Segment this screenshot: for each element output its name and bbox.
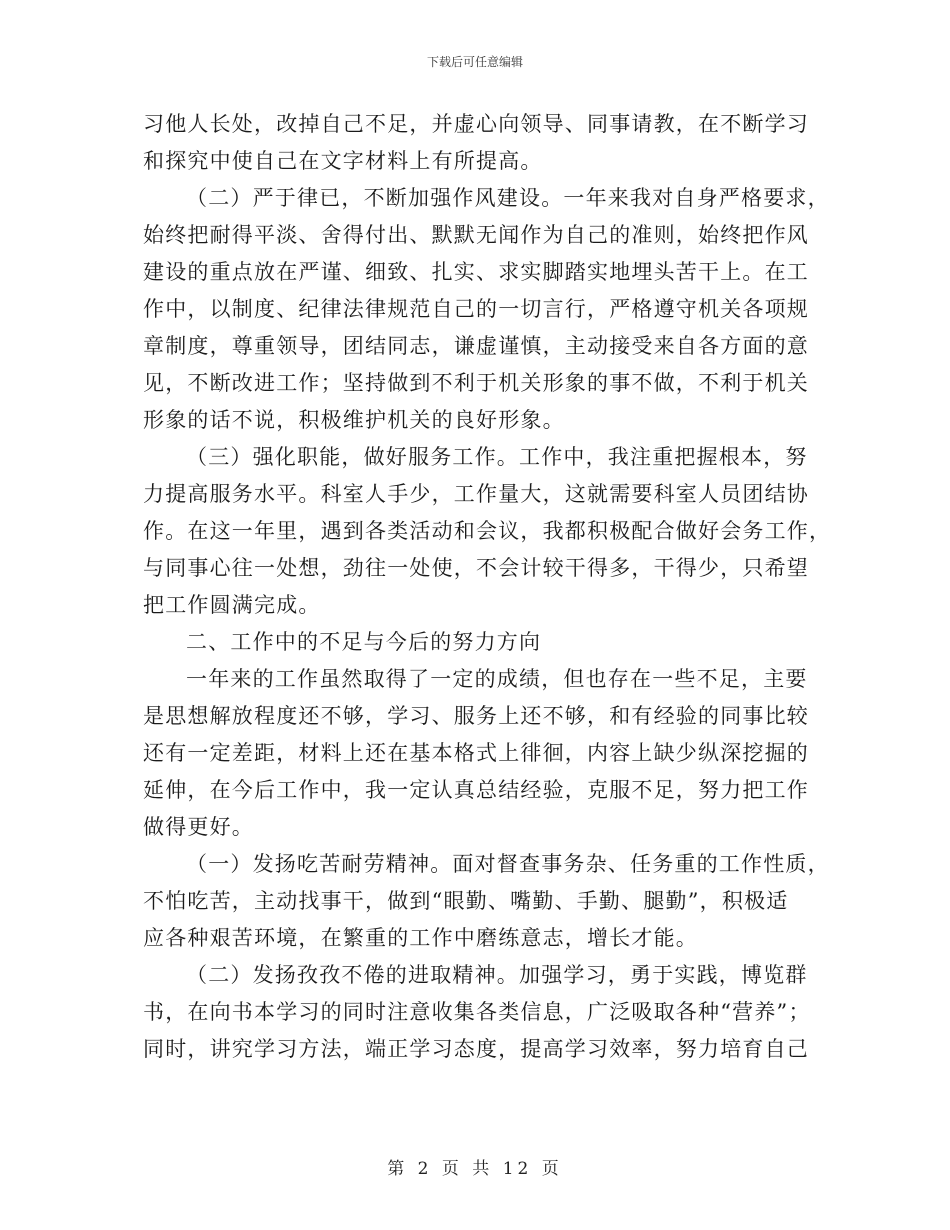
- text-line: 一年来的工作虽然取得了一定的成绩，但也存在一些不足，主要: [186, 667, 808, 691]
- text-line: 应各种艰苦环境，在繁重的工作中磨练意志，增长才能。: [143, 926, 698, 950]
- text-line: 力提高服务水平。科室人手少，工作量大，这就需要科室人员团结协: [143, 482, 809, 506]
- text-line: 见，不断改进工作；坚持做到不利于机关形象的事不做，不利于机关: [143, 371, 809, 395]
- text-line: （二）发扬孜孜不倦的进取精神。加强学习，勇于实践，博览群: [186, 963, 808, 987]
- text-line: 章制度，尊重领导，团结同志，谦虚谨慎，主动接受来自各方面的意: [143, 334, 809, 358]
- text-line: （二）严于律已，不断加强作风建设。一年来我对自身严格要求，: [186, 186, 830, 210]
- text-line: 做得更好。: [143, 815, 254, 839]
- text-line: 和探究中使自己在文字材料上有所提高。: [143, 149, 543, 173]
- text-line: （一）发扬吃苦耐劳精神。面对督查事务杂、任务重的工作性质，: [186, 852, 830, 876]
- text-line: 书，在向书本学习的同时注意收集各类信息，广泛吸取各种“营养”；: [143, 1000, 811, 1024]
- text-line: 作。在这一年里，遇到各类活动和会议，我都积极配合做好会务工作，: [143, 519, 832, 543]
- text-line: （三）强化职能，做好服务工作。工作中，我注重把握根本，努: [186, 445, 808, 469]
- text-line: 与同事心往一处想，劲往一处使，不会计较干得多，干得少，只希望: [143, 556, 809, 580]
- text-line: 是思想解放程度还不够，学习、服务上还不够，和有经验的同事比较: [143, 704, 809, 728]
- text-line: 把工作圆满完成。: [143, 593, 321, 617]
- text-line: 习他人长处，改掉自己不足，并虚心向领导、同事请教，在不断学习: [143, 112, 809, 136]
- page-footer: 第 2 页 共 12 页: [387, 1159, 563, 1179]
- text-line: 同时，讲究学习方法，端正学习态度，提高学习效率，努力培育自己: [143, 1037, 809, 1061]
- text-line: 作中，以制度、纪律法律规范自己的一切言行，严格遵守机关各项规: [143, 297, 809, 321]
- page-header: 下载后可任意编辑: [426, 55, 523, 69]
- text-line: 建设的重点放在严谨、细致、扎实、求实脚踏实地埋头苦干上。在工: [143, 260, 809, 284]
- text-line: 始终把耐得平淡、舍得付出、默默无闻作为自己的准则，始终把作风: [143, 223, 809, 247]
- text-line: 还有一定差距，材料上还在基本格式上徘徊，内容上缺少纵深挖掘的: [143, 741, 809, 765]
- text-line: 不怕吃苦，主动找事干，做到“眼勤、嘴勤、手勤、腿勤”，积极适: [143, 889, 789, 913]
- text-line: 形象的话不说，积极维护机关的良好形象。: [143, 408, 565, 432]
- section-heading: 二、工作中的不足与今后的努力方向: [186, 630, 542, 654]
- text-line: 延伸，在今后工作中，我一定认真总结经验，克服不足，努力把工作: [143, 778, 809, 802]
